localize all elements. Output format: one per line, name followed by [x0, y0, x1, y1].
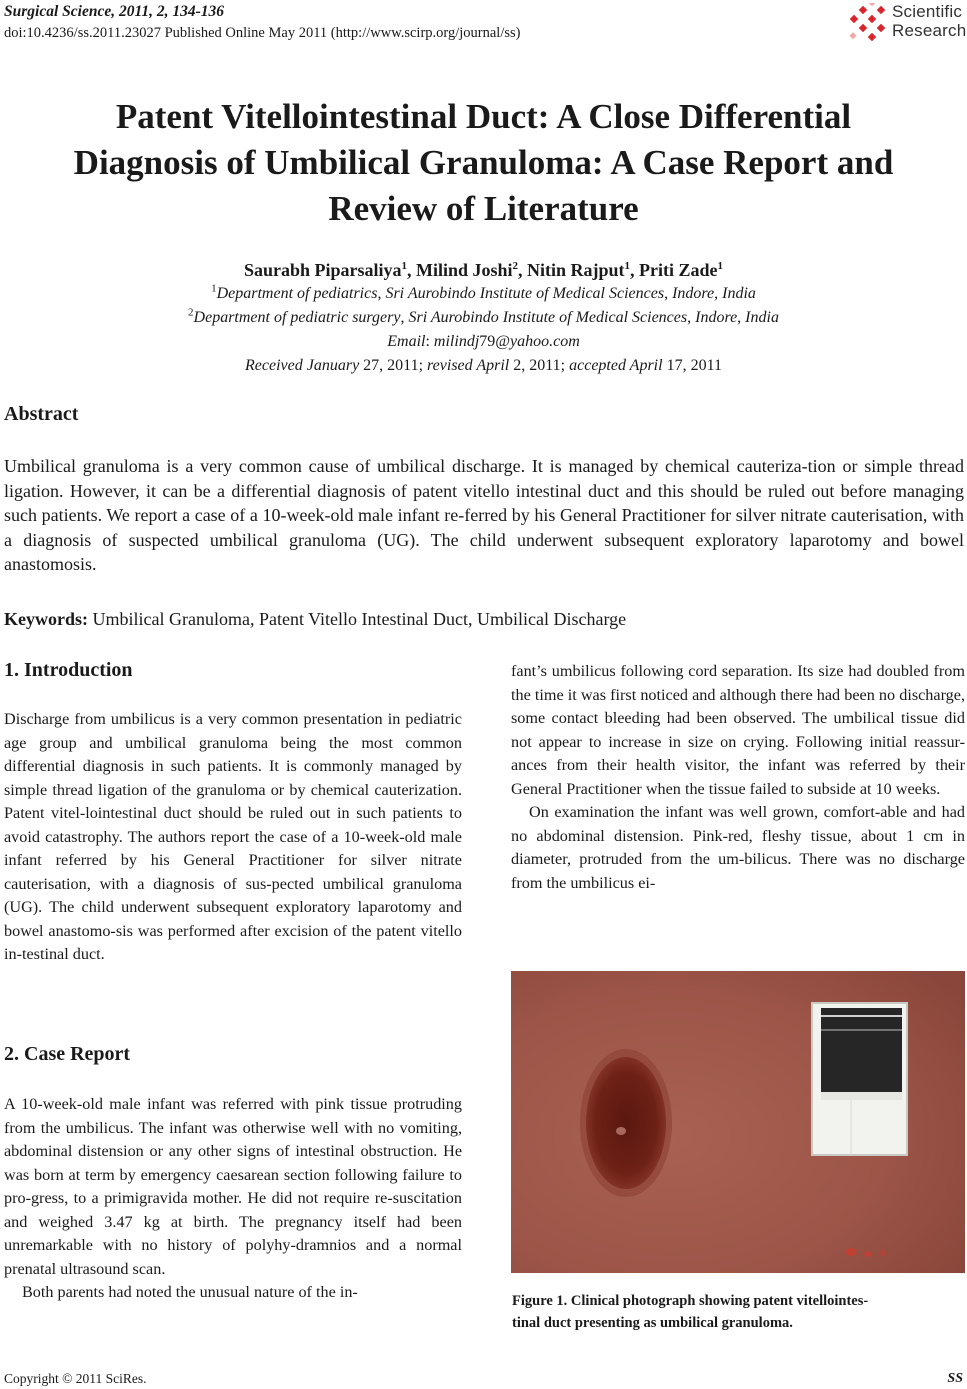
journal-volume: , 2011, 2, 134-136 [111, 3, 225, 20]
title-line-1: Patent Vitellointestinal Duct: A Close Differential [115, 97, 852, 136]
case-report-continued [511, 660, 965, 895]
affiliation-city: Indore [672, 285, 715, 302]
email-label: Email [387, 333, 426, 350]
doi-line: doi:10.4236/ss.2011.23027 Published Online May 2011 (http://www.scirp.org/journal/ss) [4, 25, 521, 41]
abstract-heading: Abstract [4, 403, 79, 425]
author-name: Priti Zade [639, 260, 718, 280]
keywords-label: Keywords: [4, 609, 88, 629]
accepted-label: accepted April [569, 357, 663, 374]
author-affiliation-mark: 2 [512, 260, 519, 272]
logo-line-2: Research [892, 21, 967, 40]
revised-date: 2, 2011; [513, 357, 566, 374]
revised-label: revised April [427, 357, 510, 374]
caption-line-1: Figure 1. Clinical photograph showing patent vitellointes- [512, 1293, 869, 1309]
author-affiliation-mark: 1 [401, 260, 407, 272]
author-affiliation-mark: 1 [717, 260, 724, 272]
author-list: Saurabh Piparsaliya$^1$, Milind Joshi$^2$, Nitin Rajput$^1$, Priti Zade$^1$ [243, 260, 724, 280]
paragraph: On examination the infant was well grown, comfort-able and had no abdominal distension. Pink-red, fleshy tissue, about 1 cm in diameter, protruded from the um-bilicus. There was no discharge from the umbilicus ei- [511, 803, 965, 892]
affiliation-country: India [722, 285, 756, 302]
introduction-body [4, 708, 462, 967]
clinical-photograph [511, 971, 965, 1273]
affiliation-dept: Department of pediatric surgery [193, 309, 401, 326]
email-user: milindj [433, 333, 480, 350]
section-heading-case-report: 2. Case Report [4, 1043, 131, 1065]
email-digits: 79 [479, 333, 496, 350]
affiliation-inst: Sri Aurobindo Institute of Medical Sciences [385, 285, 665, 302]
logo-line-1: Scientific [892, 2, 963, 21]
affiliation-2: $^2$Department of pediatric surgery, Sri Aurobindo Institute of Medical Sciences, Indore, India [188, 306, 779, 326]
case-report-body [4, 1093, 462, 1305]
keywords-text: Umbilical Granuloma, Patent Vitello Intestinal Duct, Umbilical Discharge [92, 609, 627, 629]
section-heading-introduction: 1. Introduction [4, 659, 133, 681]
figure-caption [512, 1290, 868, 1334]
affiliation-mark: 2 [188, 306, 194, 319]
author-affiliation-mark: 1 [624, 260, 631, 272]
title-line-2: Diagnosis of Umbilical Granuloma: A Case Report and [73, 143, 894, 182]
affiliation-dept: Department of pediatrics [216, 285, 378, 302]
affiliation-mark: 1 [211, 282, 217, 295]
copyright-notice: Copyright © 2011 SciRes. [4, 1371, 147, 1386]
publisher-logo-text [892, 2, 966, 40]
email-domain: @yahoo.com [495, 333, 580, 350]
paper-title [0, 94, 967, 232]
received-label: Received January [245, 357, 360, 374]
title-line-3: Review of Literature [328, 189, 639, 228]
journal-citation [4, 3, 224, 21]
author-name: Nitin Rajput [527, 260, 625, 280]
caption-line-2: tinal duct presenting as umbilical granuloma. [512, 1315, 793, 1331]
accepted-date: 17, 2011 [666, 357, 722, 374]
paragraph: fant’s umbilicus following cord separation. Its size had doubled from the time it was first noticed and although there had been no discharge, some contact bleeding had been observed. The umbilical tissue did not appear to increase in size on crying. Following initial reassur-ances from their health visitor, the infant was referred by their General Practitioner when the tissue failed to subside at 10 weeks. [511, 662, 965, 798]
paragraph: Discharge from umbilicus is a very common presentation in pediatric age group and umbilical granuloma being the most common differential diagnosis in such patients. It is commonly managed by simple thread ligation of the granuloma or by chemical cauterization. Patent vitel-lointestinal duct should be ruled out in such patients to avoid catastrophy. The authors report the case of a 10-week-old male infant referred by his General Practitioner for silver nitrate cauterisation, with a diagnosis of sus-pected umbilical granuloma (UG). The child underwent subsequent exploratory laparotomy and bowel anastomo-sis was performed after excision of the patent vitello in-testinal duct. [4, 710, 462, 963]
affiliation-inst: Sri Aurobindo Institute of Medical Sciences [408, 309, 688, 326]
journal-name: Surgical Science [4, 3, 112, 20]
paragraph: A 10-week-old male infant was referred with pink tissue protruding from the umbilicus. The infant was otherwise well with no vomiting, abdominal distension or any other signs of intestinal obstruction. He was born at term by emergency caesarean section following failure to pro-gress, to a primigravida mother. He did not require re-suscitation and weighed 3.47 kg at birth. The pregnancy itself had been unremarkable with no history of polyhy-dramnios and a normal prenatal ultrasound scan. [4, 1095, 462, 1278]
keywords-line [4, 609, 626, 630]
journal-abbreviation: SS [947, 1371, 963, 1386]
received-dates [0, 357, 967, 375]
email-line: Email: milindj79@yahoo.com [387, 333, 580, 350]
received-date: 27, 2011; [363, 357, 424, 374]
paragraph: Both parents had noted the unusual nature of the in- [22, 1283, 358, 1301]
author-name: Milind Joshi [416, 260, 513, 280]
affiliation-city: Indore [695, 309, 738, 326]
abstract-text: Umbilical granuloma is a very common cause of umbilical discharge. It is managed by chemical cauteriza-tion or simple thread ligation. However, it can be a differential diagnosis of patent vitello intestinal duct and this should be ruled out before managing such patients. We report a case of a 10-week-old male infant re-ferred by his General Practitioner for silver nitrate cauterisation, with a diagnosis of suspected umbilical granuloma (UG). The child underwent subsequent exploratory laparotomy and bowel anastomosis. [4, 456, 964, 575]
affiliation-country: India [745, 309, 779, 326]
author-name: Saurabh Piparsaliya [243, 260, 402, 280]
affiliation-1: $^1$Department of pediatrics, Sri Aurobindo Institute of Medical Sciences, Indore, India [211, 282, 756, 302]
